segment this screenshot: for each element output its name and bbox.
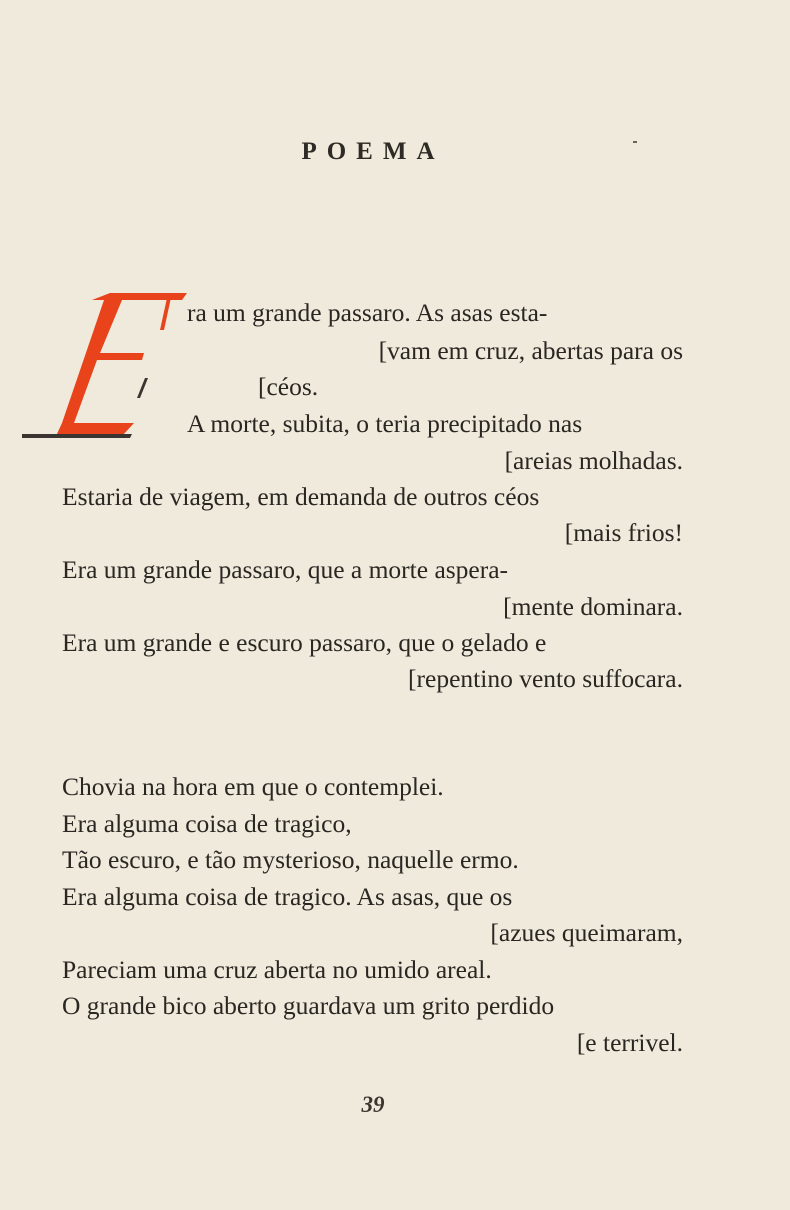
page-number: 39 (361, 1092, 385, 1117)
poem-line: [azues queimaram, (490, 918, 683, 947)
ink-speck (633, 141, 637, 143)
poem-line: ra um grande passaro. As asas esta- (187, 298, 548, 327)
poem-line: [mente dominara. (503, 592, 683, 621)
poem-line: [mais frios! (564, 518, 683, 547)
poem-line: Chovia na hora em que o contemplei. (62, 772, 444, 801)
poem-line: Era alguma coisa de tragico. As asas, que os (62, 882, 513, 911)
poem-line: Pareciam uma cruz aberta no umido areal. (62, 955, 492, 984)
poem-line: [e terrivel. (576, 1028, 683, 1057)
poem-line: [repentino vento suffocara. (408, 664, 683, 693)
poem-line: O grande bico aberto guardava um grito perdido (62, 991, 555, 1020)
poem-line: Tão escuro, e tão mysterioso, naquelle ermo. (62, 845, 519, 874)
poem-line: [vam em cruz, abertas para os (378, 336, 683, 365)
poem-line: [areias molhadas. (504, 446, 683, 475)
dropcap-e (22, 278, 202, 443)
poem-line: Era um grande e escuro passaro, que o gelado e (62, 628, 547, 657)
poem-line: A morte, subita, o teria precipitado nas (187, 409, 583, 438)
poem-line: [céos. (258, 372, 319, 401)
poem-line: Era um grande passaro, que a morte aspera- (62, 555, 509, 584)
page-title: POEMA (301, 138, 445, 165)
poem-line: Era alguma coisa de tragico, (62, 809, 352, 838)
poem-line: Estaria de viagem, em demanda de outros céos (62, 482, 540, 511)
